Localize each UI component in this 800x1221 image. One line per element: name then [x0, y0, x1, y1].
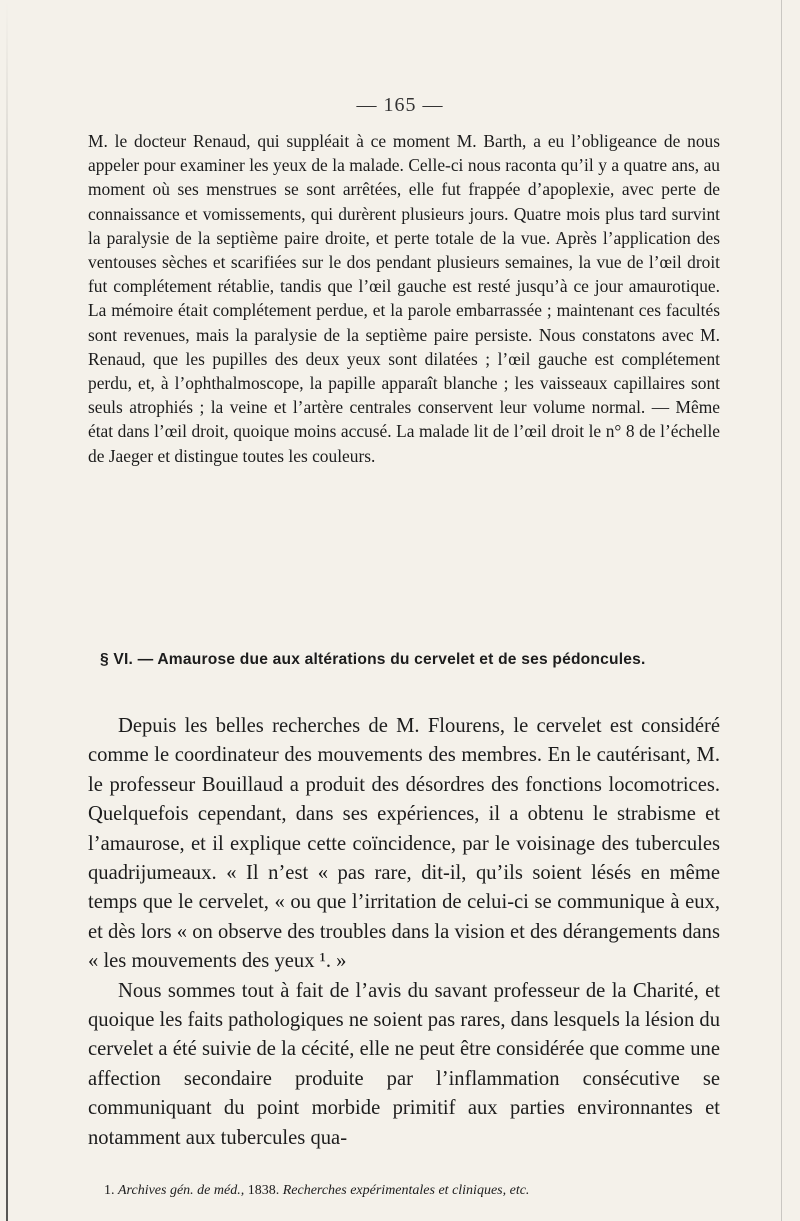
- binding-shadow: [6, 0, 8, 1221]
- footnote: [104, 1183, 724, 1199]
- main-text: [88, 712, 720, 1153]
- paragraph-text: M. le docteur Renaud, qui suppléait à ce moment M. Barth, a eu l’obligeance de nous appeler pour examiner les yeux de la malade. Celle-ci nous raconta qu’il y a quatre ans, au moment où ses menstrues se sont arrêtées, elle fut frappée d’apoplexie, avec perte de connaissance et vomissements, qui durèrent plusieurs jours. Quatre mois plus tard survint la paralysie de la septième paire droite, et perte totale de la vue. Après l’application des ventouses sèches et scarifiées sur le dos pendant plusieurs semaines, la vue de l’œil droit fut complétement rétablie, tandis que l’œil gauche est resté jusqu’à ce jour amaurotique. La mémoire était complétement perdue, et la parole embarrassée ; maintenant ces facultés sont revenues, mais la paralysie de la septième paire persiste. Nous constatons avec M. Renaud, que les pupilles des deux yeux sont dilatées ; l’œil gauche est complétement perdu, et, à l’ophthalmoscope, la papille apparaît blanche ; les vaisseaux capillaires sont seuls atrophiés ; la veine et l’artère centrales conservent leur volume normal. — Même état dans l’œil droit, quoique moins accusé. La malade lit de l’œil droit le n° 8 de l’échelle de Jaeger et distingue toutes les couleurs.: [88, 131, 720, 466]
- footnote-source: Archives gén. de méd.,: [118, 1183, 245, 1198]
- footnote-title: Recherches expérimentales et cliniques, etc.: [282, 1183, 530, 1198]
- page-number: — 165 —: [356, 94, 444, 116]
- page-edge: [781, 0, 782, 1221]
- paragraph-text: Depuis les belles recherches de M. Flourens, le cervelet est considéré comme le coordinateur des mouvements des membres. En le cautérisant, M. le professeur Bouillaud a produit des désordres des fonctions locomotrices. Quelquefois cependant, dans ses expériences, il a obtenu le strabisme et l’amaurose, et il explique cette coïncidence, par le voisinage des tubercules quadrijumeaux. « Il n’est « pas rare, dit-il, qu’ils soient lésés en même temps que le cervelet, « ou que l’irritation de celui-ci se communique à eux, et dès lors « on observe des troubles dans la vision et des dérangements dans « les mouvements des yeux ¹. »: [88, 715, 720, 973]
- case-report-paragraph: [88, 129, 720, 468]
- section-heading: § VI. — Amaurose due aux altérations du cervelet et de ses pédoncules.: [100, 651, 646, 668]
- footnote-number: 1.: [104, 1183, 115, 1198]
- paragraph-text: Nous sommes tout à fait de l’avis du savant professeur de la Charité, et quoique les faits pathologiques ne soient pas rares, dans lesquels la lésion du cervelet a été suivie de la cécité, elle ne peut être considérée que comme une affection secondaire produite par l’inflammation consécutive se communiquant du point morbide primitif aux parties environnantes et notamment aux tubercules qua-: [88, 979, 720, 1149]
- footnote-year: 1838.: [247, 1183, 280, 1198]
